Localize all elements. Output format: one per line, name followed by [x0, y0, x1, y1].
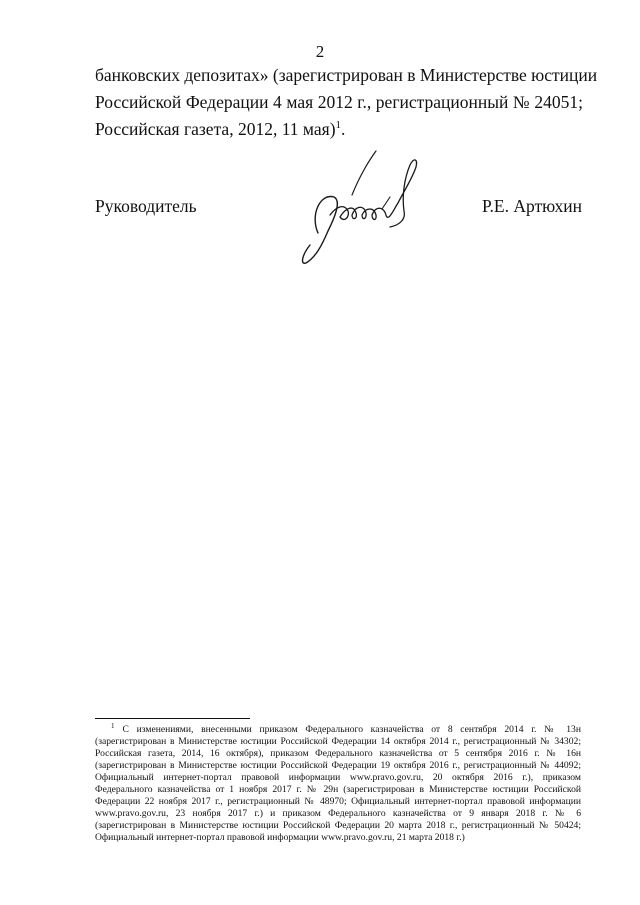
handwritten-signature	[290, 145, 440, 270]
footnote-line: (зарегистрирован в Министерстве юстиции Российской Федерации 19 октября 2016 г., регистрационный № 44092;	[95, 760, 581, 771]
footnote-line: (зарегистрирован в Министерстве юстиции Российской Федерации 20 марта 2018 г., регистрационный № 50424;	[95, 820, 581, 831]
footnote-line: Официальный интернет-портал правовой информации www.pravo.gov.ru, 20 октября 2016 г.), приказом	[95, 772, 581, 783]
footnote-reference[interactable]: 1	[335, 119, 342, 132]
footnote-line: Официальный интернет-портал правовой информации www.pravo.gov.ru, 21 марта 2018 г.)	[95, 832, 465, 843]
footnote-line: Федерации 22 ноября 2017 г., регистрационный № 48970; Официальный интернет-портал правовой информации	[95, 796, 581, 807]
body-line-last: Российская газета, 2012, 11 мая)$^1$.	[95, 119, 346, 139]
signatory-role: Руководитель	[95, 196, 197, 216]
footnote	[95, 721, 581, 844]
page-number: 2	[315, 42, 325, 61]
footnote-mark: 1	[111, 721, 115, 730]
footnote-line-first	[95, 721, 581, 736]
footnote-separator	[95, 718, 250, 719]
footnote-line: Федерального казначейства от 1 ноября 2017 г. № 29н (зарегистрирован в Министерстве юстиции Российской	[95, 784, 581, 795]
body-line: банковских депозитах» (зарегистрирован в Министерстве юстиции	[95, 65, 598, 85]
signatory-name: Р.Е. Артюхин	[481, 196, 582, 216]
footnote-line: www.pravo.gov.ru, 23 ноября 2017 г.) и приказом Федерального казначейства от 9 января 2018 г. № 6	[95, 808, 581, 819]
footnote-line: С изменениями, внесенными приказом Федерального казначейства от 8 сентября 2014 г. № 13н	[122, 724, 581, 735]
footnote-line: (зарегистрирован в Министерстве юстиции Российской Федерации 14 октября 2014 г., регистрационный № 34302;	[95, 736, 581, 747]
body-paragraph	[95, 62, 598, 143]
body-line: Российская газета, 2012, 11 мая)	[95, 119, 336, 139]
body-line: Российской Федерации 4 мая 2012 г., регистрационный № 24051;	[95, 92, 583, 112]
footnote-line: Российская газета, 2014, 16 октября), приказом Федерального казначейства от 5 сентября 2016 г. № 16н	[95, 748, 581, 759]
